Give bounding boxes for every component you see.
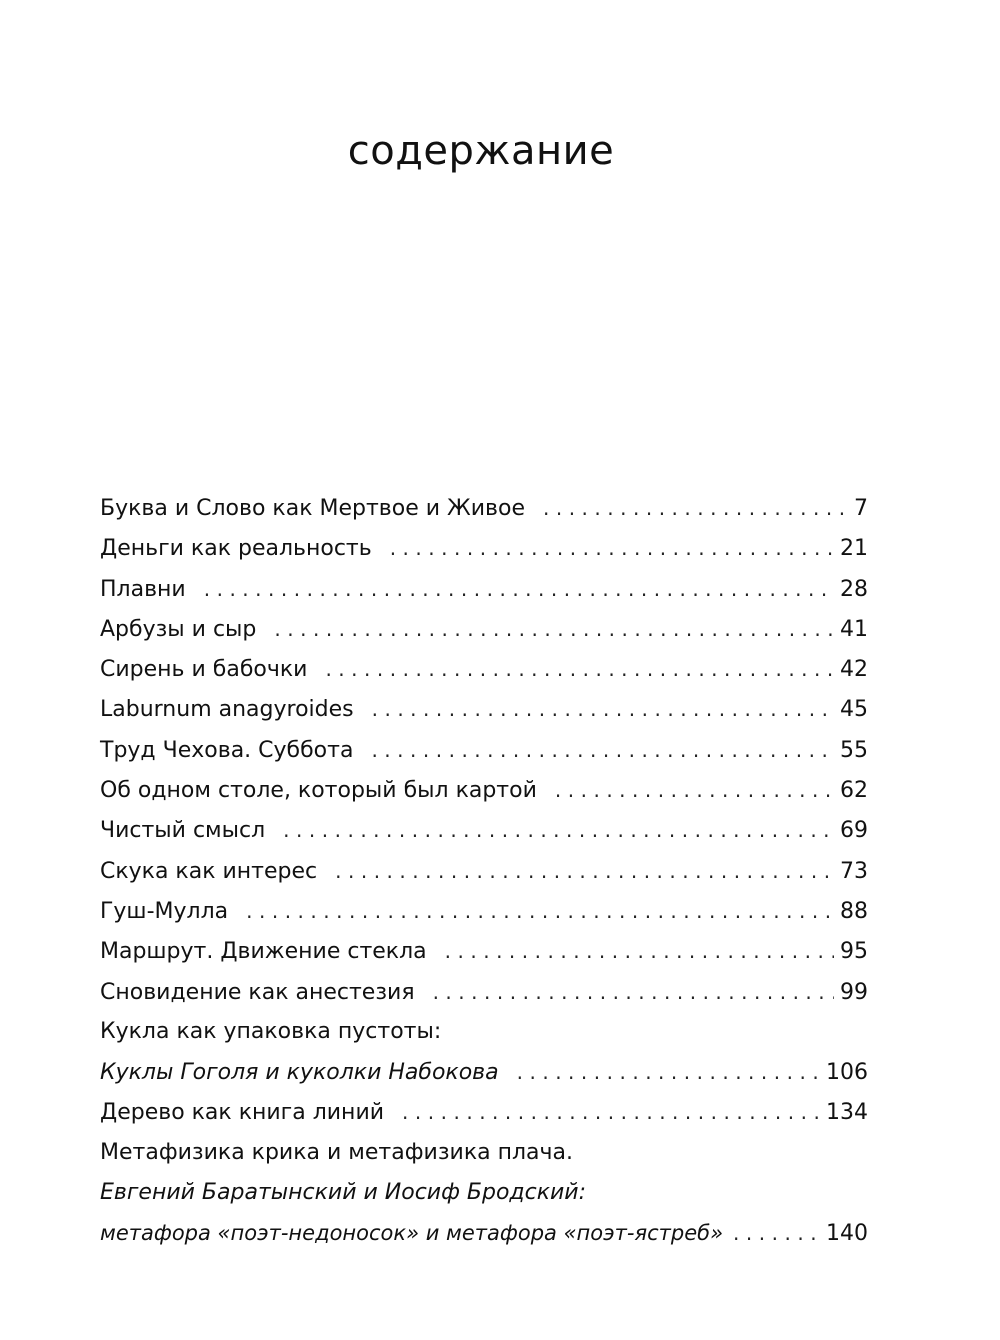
toc-entry-title: Чистый смысл — [100, 818, 266, 844]
page-title: содержание — [347, 128, 615, 174]
toc-entry-page: 73 — [840, 858, 868, 884]
toc-entry-subtitle[interactable] — [100, 1052, 868, 1092]
toc-leader-dots — [733, 1213, 820, 1253]
toc-entry-title: Сирень и бабочки — [100, 657, 308, 683]
toc-entry[interactable] — [100, 689, 868, 729]
toc-entry-page: 21 — [840, 536, 868, 562]
toc-entry-page: 41 — [840, 616, 868, 642]
toc-entry[interactable] — [100, 770, 868, 810]
toc-entry-title: Сновидение как анестезия — [100, 979, 415, 1005]
toc-entry[interactable] — [100, 810, 868, 850]
toc-entry-title: Кукла как упаковка пустоты: — [100, 1018, 442, 1044]
toc-entry-heading[interactable] — [100, 1133, 868, 1173]
toc-entry-page: 106 — [826, 1060, 868, 1086]
toc-entry-page: 88 — [840, 898, 868, 924]
toc-entry-page: 99 — [840, 979, 868, 1005]
toc-entry-title: Маршрут. Движение стекла — [100, 939, 427, 965]
toc-entry-title: Евгений Баратынский и Иосиф Бродский: — [100, 1180, 587, 1206]
toc-entry-title: Метафизика крика и метафизика плача. — [100, 1139, 573, 1165]
toc-entry-title: Куклы Гоголя и куколки Набокова — [100, 1060, 499, 1086]
toc-entry-title: Буква и Слово как Мертвое и Живое — [100, 496, 525, 521]
toc-entry-title: метафора «поэт-недоносок» и метафора «поэт-ястреб» — [100, 1221, 724, 1246]
table-of-contents — [100, 488, 868, 1254]
toc-leader-dots — [372, 689, 834, 729]
toc-entry-subtitle[interactable] — [100, 1213, 868, 1253]
toc-entry-page: 69 — [840, 818, 868, 844]
toc-entry[interactable] — [100, 1092, 868, 1132]
toc-leader-dots — [283, 810, 834, 850]
toc-leader-dots — [204, 569, 834, 609]
toc-leader-dots — [555, 770, 834, 810]
toc-entry-title: Деньги как реальность — [100, 536, 372, 562]
toc-entry-page: 134 — [826, 1100, 868, 1126]
toc-entry-title: Об одном столе, который был картой — [100, 778, 537, 804]
toc-leader-dots — [371, 730, 834, 770]
toc-entry-page: 45 — [840, 697, 868, 723]
toc-leader-dots — [517, 1052, 820, 1092]
toc-entry-title: Дерево как книга линий — [100, 1100, 385, 1126]
toc-entry[interactable] — [100, 972, 868, 1012]
toc-leader-dots — [402, 1092, 820, 1132]
toc-entry[interactable] — [100, 891, 868, 931]
toc-entry-title: Laburnum anagyroides — [100, 697, 354, 723]
toc-entry[interactable] — [100, 569, 868, 609]
toc-leader-dots — [335, 851, 834, 891]
toc-entry-page: 28 — [840, 576, 868, 602]
toc-entry-page: 55 — [840, 737, 868, 763]
toc-entry-subtitle[interactable] — [100, 1173, 868, 1213]
toc-entry[interactable] — [100, 649, 868, 689]
toc-entry[interactable] — [100, 931, 868, 971]
toc-entry[interactable] — [100, 609, 868, 649]
toc-entry[interactable] — [100, 488, 868, 528]
toc-leader-dots — [246, 891, 834, 931]
toc-entry-page: 140 — [826, 1221, 868, 1247]
toc-entry-title: Труд Чехова. Суббота — [100, 737, 354, 763]
toc-entry-title: Гуш-Мулла — [100, 898, 229, 924]
toc-entry[interactable] — [100, 528, 868, 568]
toc-entry-page: 42 — [840, 657, 868, 683]
toc-entry-title: Арбузы и сыр — [100, 616, 257, 642]
toc-leader-dots — [274, 609, 834, 649]
toc-leader-dots — [390, 528, 834, 568]
toc-leader-dots — [543, 488, 848, 528]
toc-entry-page: 95 — [840, 939, 868, 965]
toc-leader-dots — [433, 972, 834, 1012]
toc-entry-page: 62 — [840, 778, 868, 804]
toc-entry-title: Плавни — [100, 576, 186, 602]
toc-leader-dots — [325, 649, 834, 689]
toc-entry[interactable] — [100, 730, 868, 770]
toc-entry-title: Скука как интерес — [100, 858, 318, 884]
toc-entry-heading[interactable] — [100, 1012, 868, 1052]
toc-entry[interactable] — [100, 851, 868, 891]
toc-leader-dots — [445, 931, 834, 971]
toc-entry-page: 7 — [854, 496, 868, 521]
